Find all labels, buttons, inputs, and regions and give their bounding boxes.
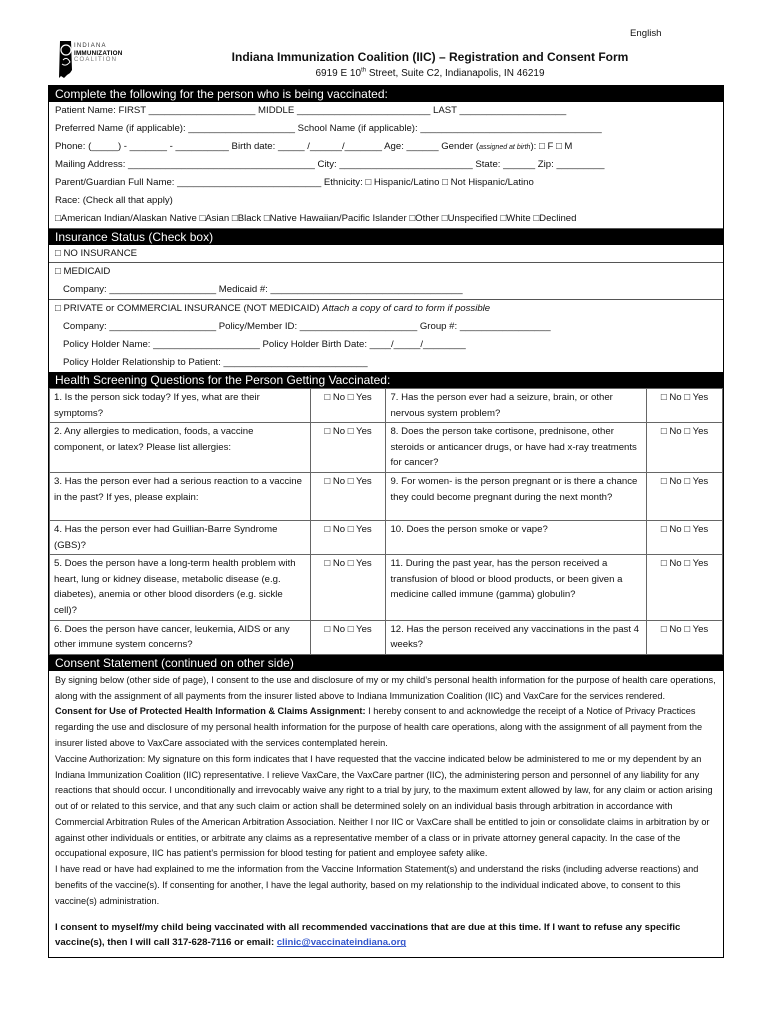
- private-insurance-block: [49, 300, 723, 372]
- screening-row: [50, 520, 723, 554]
- question-3: 3. Has the person ever had a serious reaction to a vaccine in the past? If yes, please explain:: [50, 472, 311, 520]
- screening-row: [50, 423, 723, 473]
- question-9: 9. For women- is the person pregnant or is there a chance they could become pregnant during the next month?: [386, 472, 647, 520]
- question-1: 1. Is the person sick today? If yes, what are their symptoms?: [50, 389, 311, 423]
- patient-section-heading: Complete the following for the person who is being vaccinated:: [49, 86, 723, 102]
- answer-4-no-yes[interactable]: □ No □ Yes: [310, 520, 386, 554]
- logo-line2: IMMUNIZATION: [74, 49, 123, 57]
- question-11: 11. During the past year, has the person received a transfusion of blood or blood products, or been given a medicine called immune (gamma) globulin?: [386, 555, 647, 620]
- preferred-name-field[interactable]: Preferred Name (if applicable): ____________________ School Name (if applicable): __________________________________: [55, 123, 602, 134]
- question-8: 8. Does the person take cortisone, prednisone, other steroids or anticancer drugs, or have had x-ray treatments for cancer?: [386, 423, 647, 473]
- vaccine-authorization-paragraph: Vaccine Authorization: My signature on this form indicates that I have requested that the vaccine indicated below be administered to me or my dependent by an Indiana Immunization Coalition (IIC) representative. I relieve VaxCare, the VaxCare partner (IIC), the administering person and personnel of any liability for any reactions that should occur. I unconditionally and irrevocably waive any right to a trial by jury, to the maximum extent allowed by law, for any claim or action arising out of or related to this service, and that any such claim or action shall be determined solely on an individual basis through arbitration in accordance with Commercial Arbitration Rules of the American Arbitration Association. Neither I nor IIC or VaxCare shall be entitled to join or consolidate claims in arbitration by or against other individuals or entities, or arbitrate any claims as a representative member of a class or in private attorney general capacity. In the case of the occupational exposure, IIC has patient’s permission for blood testing for patient and employee safety alike.: [55, 753, 713, 859]
- phone-birth-age-gender-field[interactable]: Phone: (_____) - _______ - __________ Birth date: _____ /______/_______ Age: ______ Gender (assigned at birth): □ F □ M: [55, 141, 573, 152]
- consent-section-heading: Consent Statement (continued on other side): [49, 655, 723, 671]
- answer-2-no-yes[interactable]: □ No □ Yes: [310, 423, 386, 473]
- consent-paragraph-4: I have read or have had explained to me the information from the Vaccine Information Statement(s) and understand the risks (including adverse reactions) and benefits of the vaccine(s). If consenting for another, I have the legal authority, based on my relationship to the individual indicated above, to consent to this vaccine(s) administration.: [55, 864, 699, 906]
- answer-3-no-yes[interactable]: □ No □ Yes: [310, 472, 386, 520]
- race-label: Race: (Check all that apply): [55, 195, 173, 206]
- question-10: 10. Does the person smoke or vape?: [386, 520, 647, 554]
- question-6: 6. Does the person have cancer, leukemia, AIDS or any other immune system concerns?: [50, 620, 311, 654]
- policy-holder-field[interactable]: Policy Holder Name: ____________________ Policy Holder Birth Date: ____/_____/________: [63, 339, 466, 350]
- medicaid-block: [49, 263, 723, 300]
- insurance-section-heading: Insurance Status (Check box): [49, 229, 723, 245]
- medicaid-company-field[interactable]: Company: ____________________ Medicaid #: ____________________________________: [63, 284, 463, 295]
- guardian-ethnicity-field[interactable]: Parent/Guardian Full Name: ___________________________ Ethnicity: □ Hispanic/Latino □ Not Hispanic/Latino: [55, 177, 534, 188]
- consent-paragraph-1: By signing below (other side of page), I consent to the use and disclosure of my or my child’s personal health information for the purpose of health care operations, along with the assignment of all payments from the insurer listed above to Indiana Immunization Coalition (IIC) and VaxCare for the services rendered.: [55, 674, 716, 701]
- private-company-field[interactable]: Company: ____________________ Policy/Member ID: ______________________ Group #: _________________: [63, 321, 551, 332]
- answer-11-no-yes[interactable]: □ No □ Yes: [647, 555, 723, 620]
- question-7: 7. Has the person ever had a seizure, brain, or other nervous system problem?: [386, 389, 647, 423]
- question-4: 4. Has the person ever had Guillian-Barre Syndrome (GBS)?: [50, 520, 311, 554]
- form-address: 6919 E 10th Street, Suite C2, Indianapolis, IN 46219: [315, 67, 545, 79]
- race-options[interactable]: □American Indian/Alaskan Native □Asian □Black □Native Hawaiian/Pacific Islander □Other □Unspecified □White □Declined: [55, 213, 577, 224]
- logo-line1: INDIANA: [74, 43, 107, 49]
- answer-10-no-yes[interactable]: □ No □ Yes: [647, 520, 723, 554]
- registration-form: [48, 85, 724, 958]
- screening-row: [50, 555, 723, 620]
- screening-questions-table: [49, 388, 723, 655]
- private-insurance-checkbox[interactable]: □ PRIVATE or COMMERCIAL INSURANCE (NOT MEDICAID) Attach a copy of card to form if possible: [55, 303, 491, 314]
- logo-line3: COALITION: [74, 57, 118, 64]
- answer-5-no-yes[interactable]: □ No □ Yes: [310, 555, 386, 620]
- question-2: 2. Any allergies to medication, foods, a vaccine component, or latex? Please list allergies:: [50, 423, 311, 473]
- medicaid-checkbox[interactable]: □ MEDICAID: [55, 266, 111, 277]
- question-5: 5. Does the person have a long-term health problem with heart, lung or kidney disease, metabolic disease (e.g. diabetes), anemia or other blood disorders (e.g. sickle cell)?: [50, 555, 311, 620]
- consent-statement: [49, 671, 723, 958]
- screening-row: [50, 472, 723, 520]
- answer-9-no-yes[interactable]: □ No □ Yes: [647, 472, 723, 520]
- answer-7-no-yes[interactable]: □ No □ Yes: [647, 389, 723, 423]
- question-12: 12. Has the person received any vaccinations in the past 4 weeks?: [386, 620, 647, 654]
- final-consent-statement: I consent to myself/my child being vaccinated with all recommended vaccinations that are due at this time. If I want to refuse any specific vaccine(s), then I will call 317-628-7116 or email: clinic@vaccinateindiana.org: [55, 921, 681, 949]
- language-link[interactable]: English: [630, 28, 662, 39]
- answer-8-no-yes[interactable]: □ No □ Yes: [647, 423, 723, 473]
- patient-name-field[interactable]: Patient Name: FIRST ____________________ MIDDLE _________________________ LAST ____________________: [55, 105, 567, 116]
- answer-12-no-yes[interactable]: □ No □ Yes: [647, 620, 723, 654]
- answer-1-no-yes[interactable]: □ No □ Yes: [310, 389, 386, 423]
- form-title: Indiana Immunization Coalition (IIC) – Registration and Consent Form: [231, 50, 629, 64]
- no-insurance-checkbox[interactable]: □ NO INSURANCE: [49, 245, 723, 263]
- patient-section: [49, 102, 723, 229]
- answer-6-no-yes[interactable]: □ No □ Yes: [310, 620, 386, 654]
- policy-holder-relationship-field[interactable]: Policy Holder Relationship to Patient: ___________________________: [63, 357, 368, 368]
- screening-row: [50, 620, 723, 654]
- screening-section-heading: Health Screening Questions for the Person Getting Vaccinated:: [49, 372, 723, 388]
- clinic-email-link[interactable]: clinic@vaccinateindiana.org: [276, 937, 407, 949]
- consent-paragraph-2: Consent for Use of Protected Health Information & Claims Assignment: I hereby consent to and acknowledge the receipt of a Notice of Privacy Practices regarding the use and disclosure of my personal health information for the purpose of health care operations, along with the assignment of all payment from the insurer listed above to VaxCare associated with the services contemplated herein.: [55, 706, 703, 748]
- screening-row: [50, 389, 723, 423]
- mailing-address-field[interactable]: Mailing Address: ___________________________________ City: _________________________ State: ______ Zip: _________: [55, 159, 605, 170]
